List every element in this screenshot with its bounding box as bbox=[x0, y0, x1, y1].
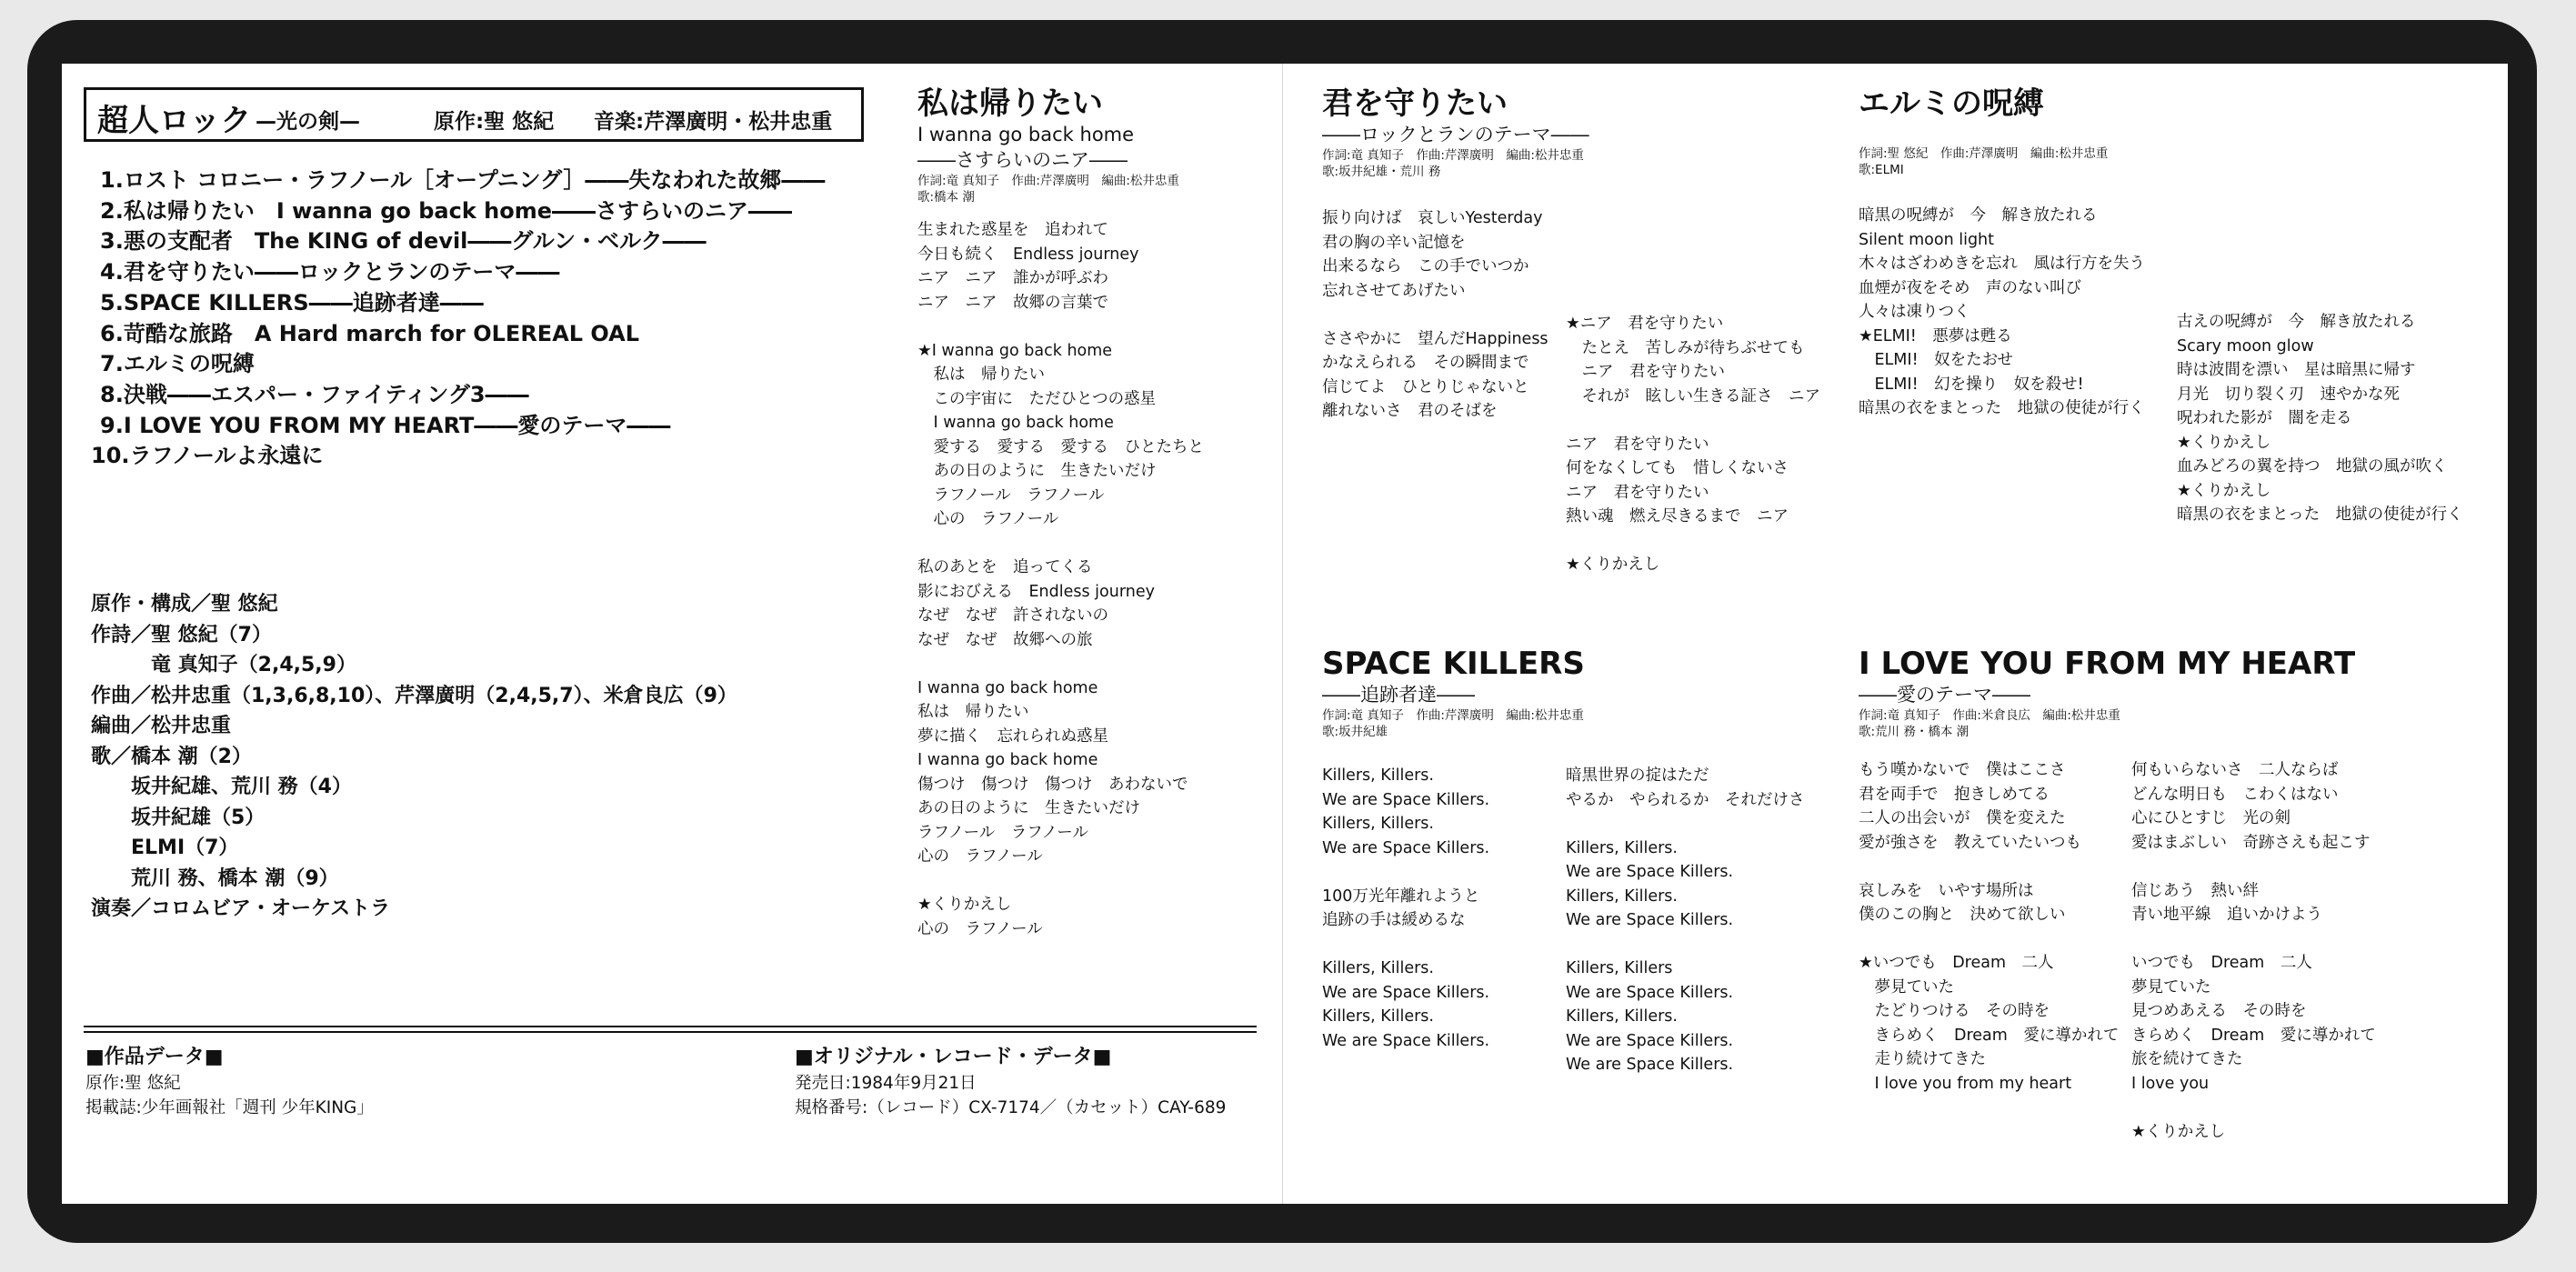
lyric-line: We are Space Killers. bbox=[1322, 790, 1490, 809]
lyric-line: We are Space Killers. bbox=[1566, 911, 1734, 929]
lyric-line: I love you from my heart bbox=[1859, 1074, 2072, 1093]
work-data-heading: ■作品データ■ bbox=[85, 1046, 224, 1068]
lyric-line: Killers, Killers. bbox=[1566, 1007, 1678, 1026]
lyric-line: I wanna go back home bbox=[917, 678, 1098, 697]
lyric-line: 忘れさせてあげたい bbox=[1322, 281, 1466, 300]
lyric-line: それが 眩しい生きる証さ ニア bbox=[1566, 386, 1820, 406]
lyric-line bbox=[917, 652, 1204, 676]
song-space-killers bbox=[1322, 646, 1585, 740]
divider bbox=[84, 1026, 1257, 1027]
lyric-line: 信じあう 熱い絆 bbox=[2131, 881, 2259, 900]
lyric-line: たどりつける その時を bbox=[1859, 1002, 2050, 1020]
lyric-line: 心にひとすじ 光の剣 bbox=[2131, 809, 2290, 827]
lyric-line bbox=[1566, 408, 1820, 433]
lyric-line: Killers, Killers. bbox=[1322, 766, 1434, 785]
lyrics bbox=[2131, 758, 2376, 1144]
lyric-line: 愛はまぶしい 奇跡さえも起こす bbox=[2131, 833, 2371, 852]
lyrics bbox=[1322, 764, 1489, 1053]
lyric-line bbox=[2131, 855, 2376, 879]
track-item: 9.I LOVE YOU FROM MY HEART――愛のテーマ―― bbox=[100, 412, 671, 438]
lyric-line: We are Space Killers. bbox=[1566, 1056, 1734, 1074]
song-credit: 歌:坂井紀雄 bbox=[1322, 725, 1388, 739]
lyric-line: 愛する 愛する 愛する ひとたちと bbox=[917, 437, 1204, 456]
lyric-line: ニア ニア 誰かが呼ぶわ bbox=[917, 269, 1108, 287]
lyric-line: ラフノール ラフノール bbox=[917, 486, 1105, 505]
lyric-line: 暗黒の衣をまとった 地獄の使徒が行く bbox=[1859, 399, 2145, 417]
lyric-line: 君を両手で 抱きしめてる bbox=[1859, 785, 2050, 804]
lyric-line: 古えの呪縛が 今 解き放たれる bbox=[2177, 313, 2416, 331]
track-item: 3.悪の支配者 The KING of devil――グルン・ベルク―― bbox=[100, 228, 707, 255]
lyric-line: きらめく Dream 愛に導かれて bbox=[1859, 1026, 2120, 1045]
song-title: 君を守りたい bbox=[1322, 85, 1508, 122]
lyric-line: 何もいらないさ 二人ならば bbox=[2131, 761, 2339, 779]
lyric-line: ★ELMI! 悪夢は甦る bbox=[1859, 326, 2012, 346]
lyric-line: 心の ラフノール bbox=[917, 919, 1043, 938]
lyric-line: 暗黒の衣をまとった 地獄の使徒が行く bbox=[2177, 506, 2463, 524]
lyric-line: 夢に描く 忘れられぬ惑星 bbox=[917, 726, 1108, 746]
lyric-line: 愛が強さを 教えていたいつも bbox=[1859, 833, 2081, 852]
track-item: 5.SPACE KILLERS――追跡者達―― bbox=[100, 289, 484, 315]
record-data-heading: ■オリジナル・レコード・データ■ bbox=[795, 1046, 1112, 1068]
lyric-line: I wanna go back home bbox=[917, 414, 1114, 432]
album-subtitle: —光の剣— bbox=[256, 110, 360, 134]
song-mamoritai bbox=[1322, 85, 1589, 180]
lyric-line: ELMI! 奴をたおせ bbox=[1859, 351, 2014, 369]
lyric-line bbox=[1566, 933, 1805, 957]
lyric-line: 追跡の手は緩めるな bbox=[1322, 911, 1466, 929]
song-title: SPACE KILLERS bbox=[1322, 646, 1585, 682]
lyric-line: 何をなくしても 惜しくないさ bbox=[1566, 459, 1789, 477]
lyric-line: We are Space Killers. bbox=[1566, 863, 1734, 881]
lyric-line: 見つめあえる その時を bbox=[2131, 1002, 2307, 1020]
staff-line: 坂井紀雄（5） bbox=[91, 806, 266, 829]
lyric-line: ★I wanna go back home bbox=[917, 341, 1113, 360]
song-i-love-you bbox=[1859, 646, 2355, 740]
record-data-line: 発売日:1984年9月21日 bbox=[795, 1074, 977, 1093]
lyric-line: 二人の出会いが 僕を変えた bbox=[1859, 809, 2066, 827]
center-fold bbox=[1282, 64, 1283, 1204]
track-item: 8.決戦――エスパー・ファイティング3―― bbox=[100, 381, 529, 407]
lyric-line: 僕のこの胸と 決めて欲しい bbox=[1859, 906, 2066, 924]
track-item: 2.私は帰りたい I wanna go back home――さすらいのニア―― bbox=[100, 197, 792, 224]
lyric-line: 今日も続く Endless journey bbox=[917, 245, 1139, 264]
lyric-line: 人々は凍りつく bbox=[1859, 303, 1970, 321]
lyric-line: Killers, Killers bbox=[1566, 959, 1673, 977]
lyric-line bbox=[1859, 927, 2119, 952]
lyric-line: ニア ニア 故郷の言葉で bbox=[917, 293, 1108, 312]
lyric-line: ★くりかえし bbox=[1566, 556, 1660, 574]
song-subtitle: ――さすらいのニア―― bbox=[917, 149, 1128, 171]
lyric-line: ELMI! 幻を操り 奴を殺せ! bbox=[1859, 375, 2084, 394]
lyric-line: 月光 切り裂く刃 速やかな死 bbox=[2177, 385, 2400, 404]
divider bbox=[84, 1031, 1257, 1033]
lyric-line: 心の ラフノール bbox=[917, 847, 1043, 866]
track-list bbox=[91, 165, 826, 472]
staff-line: 竜 真知子（2,4,5,9） bbox=[91, 654, 356, 676]
lyric-line: 血みどろの翼を持つ 地獄の風が吹く bbox=[2177, 457, 2448, 476]
lyric-line: ささやかに 望んだHappiness bbox=[1322, 329, 1549, 348]
lyric-line: かなえられる その瞬間まで bbox=[1322, 354, 1529, 372]
song-elmi bbox=[1859, 85, 2108, 178]
record-data bbox=[795, 1044, 1226, 1120]
lyric-line: 木々はざわめきを忘れ 風は行方を失う bbox=[1859, 255, 2145, 273]
staff-line: ELMI（7） bbox=[91, 836, 239, 859]
lyric-line: We are Space Killers. bbox=[1566, 1031, 1734, 1050]
work-data-line: 原作:聖 悠紀 bbox=[85, 1074, 181, 1093]
lyric-line bbox=[2131, 1096, 2376, 1120]
lyric-line: いつでも Dream 二人 bbox=[2131, 954, 2312, 972]
lyric-line: I love you bbox=[2131, 1074, 2210, 1093]
record-data-line: 規格番号:（レコード）CX-7174／（カセット）CAY-689 bbox=[795, 1098, 1227, 1117]
lyric-line: Killers, Killers. bbox=[1322, 815, 1434, 833]
lyric-line: もう嘆かないで 僕はここさ bbox=[1859, 761, 2066, 779]
lyric-line: 時は波間を漂い 星は暗黒に帰す bbox=[2177, 361, 2416, 379]
lyric-line: 君の胸の辛い記憶を bbox=[1322, 233, 1466, 252]
music-credit: 音楽:芹澤廣明・松井忠重 bbox=[594, 110, 833, 134]
lyric-line: 傷つけ 傷つけ 傷つけ あわないで bbox=[917, 775, 1188, 794]
lyric-line: ★くりかえし bbox=[2177, 481, 2271, 500]
staff-line: 坂井紀雄、荒川 務（4） bbox=[91, 776, 352, 798]
lyrics bbox=[1566, 312, 1820, 577]
lyric-line bbox=[1322, 860, 1489, 885]
lyric-line: We are Space Killers. bbox=[1322, 1031, 1490, 1050]
song-kaeritai bbox=[917, 85, 1204, 941]
lyric-line: We are Space Killers. bbox=[1566, 983, 1734, 1002]
staff-line: 編曲／松井忠重 bbox=[91, 715, 232, 737]
lyric-line: 哀しみを いやす場所は bbox=[1859, 881, 2034, 900]
lyric-line: 出来るなら この手でいつか bbox=[1322, 257, 1529, 275]
lyric-line: Killers, Killers. bbox=[1566, 886, 1678, 906]
lyric-line: 旅を続けてきた bbox=[2131, 1050, 2243, 1068]
lyrics bbox=[1859, 758, 2119, 1096]
lyrics bbox=[917, 218, 1204, 941]
lyric-line: 夢見ていた bbox=[1859, 977, 1954, 997]
song-title: 私は帰りたい bbox=[917, 85, 1103, 122]
lyric-line: ★ニア 君を守りたい bbox=[1566, 315, 1724, 333]
song-subtitle: ――追跡者達―― bbox=[1322, 684, 1475, 706]
lyric-line: 信じてよ ひとりじゃないと bbox=[1322, 377, 1529, 396]
staff-line: 原作・構成／聖 悠紀 bbox=[91, 593, 278, 616]
song-credit: 歌:坂井紀雄・荒川 務 bbox=[1322, 165, 1441, 179]
original-author: 原作:聖 悠紀 bbox=[434, 110, 555, 134]
album-title: 超人ロック bbox=[97, 103, 252, 139]
song-subtitle: ――ロックとランのテーマ―― bbox=[1322, 124, 1589, 145]
song-title: I LOVE YOU FROM MY HEART bbox=[1859, 646, 2356, 682]
song-credit: 作詞:竜 真知子 作曲:芹澤廣明 編曲:松井忠重 bbox=[1322, 148, 1584, 163]
lyric-line: 呪われた影が 闇を走る bbox=[2177, 409, 2352, 427]
lyric-line: どんな明日も こわくはない bbox=[2131, 785, 2339, 804]
lyric-line: We are Space Killers. bbox=[1322, 983, 1490, 1002]
song-credit: 作詞:竜 真知子 作曲:芹澤廣明 編曲:松井忠重 bbox=[1322, 708, 1584, 723]
staff-line: 作曲／松井忠重（1,3,6,8,10）、芹澤廣明（2,4,5,7）、米倉良広（9） bbox=[91, 684, 737, 707]
lyric-line: きらめく Dream 愛に導かれて bbox=[2131, 1026, 2376, 1045]
lyric-line bbox=[1859, 855, 2119, 879]
song-subtitle: I wanna go back home bbox=[917, 124, 1135, 145]
song-credit: 歌:荒川 務・橋本 潮 bbox=[1859, 725, 1970, 739]
lyric-line: ★くりかえし bbox=[2177, 433, 2271, 452]
lyric-line: 生まれた惑星を 追われて bbox=[917, 221, 1108, 239]
lyric-line: 離れないさ 君のそばを bbox=[1322, 402, 1498, 420]
lyrics bbox=[1322, 206, 1549, 424]
lyric-line: 私は 帰りたい bbox=[917, 366, 1045, 384]
lyric-line: 100万光年離れようと bbox=[1322, 886, 1480, 906]
lyric-line: Silent moon light bbox=[1859, 230, 1995, 249]
lyric-line: Killers, Killers. bbox=[1322, 1007, 1434, 1026]
track-item: 10.ラフノールよ永遠に bbox=[91, 443, 324, 469]
lyric-line: この宇宙に ただひとつの惑星 bbox=[917, 389, 1157, 408]
lyric-line: I wanna go back home bbox=[917, 751, 1098, 769]
lyric-line: 熱い魂 燃え尽きるまで ニア bbox=[1566, 507, 1789, 526]
song-credit: 歌:橋本 潮 bbox=[917, 190, 975, 205]
lyric-line: Killers, Killers. bbox=[1322, 959, 1434, 977]
lyric-line: 振り向けば 哀しいYesterday bbox=[1322, 209, 1543, 227]
lyric-line: 青い地平線 追いかけよう bbox=[2131, 906, 2322, 924]
track-item: 1.ロスト コロニー・ラフノール［オープニング］――失なわれた故郷―― bbox=[100, 167, 826, 193]
lyric-line: 暗黒世界の掟はただ bbox=[1566, 766, 1709, 785]
lyric-line: 私は 帰りたい bbox=[917, 703, 1029, 721]
track-item: 4.君を守りたい――ロックとランのテーマ―― bbox=[100, 259, 560, 285]
lyric-line: 私のあとを 追ってくる bbox=[917, 558, 1093, 576]
lyric-line: 心の ラフノール bbox=[917, 510, 1059, 528]
track-item: 7.エルミの呪縛 bbox=[100, 351, 255, 377]
staff-line: 作詩／聖 悠紀（7） bbox=[91, 623, 272, 646]
lyrics bbox=[1859, 204, 2145, 421]
lyric-line: 暗黒の呪縛が 今 解き放たれる bbox=[1859, 206, 2098, 225]
lyric-line: ★くりかえし bbox=[2131, 1122, 2226, 1141]
song-subtitle: ――愛のテーマ―― bbox=[1859, 684, 2030, 706]
lyric-line bbox=[917, 869, 1204, 894]
lyric-line bbox=[917, 315, 1204, 339]
staff-line: 歌／橋本 潮（2） bbox=[91, 745, 252, 768]
lyric-line: ニア 君を守りたい bbox=[1566, 363, 1725, 381]
lyric-line: ★くりかえし bbox=[917, 896, 1012, 914]
lyric-line bbox=[917, 532, 1204, 556]
work-data-line: 掲載誌:少年画報社「週刊 少年KING」 bbox=[85, 1098, 374, 1117]
lyrics bbox=[1566, 764, 1805, 1077]
lyric-line: Scary moon glow bbox=[2177, 336, 2314, 356]
song-credit: 作詞:聖 悠紀 作曲:芹澤廣明 編曲:松井忠重 bbox=[1859, 146, 2109, 161]
lyric-line bbox=[2131, 927, 2376, 952]
lyric-line: ★いつでも Dream 二人 bbox=[1859, 954, 2054, 972]
staff-line: 演奏／コロムビア・オーケストラ bbox=[91, 897, 391, 920]
lyric-line: あの日のように 生きたいだけ bbox=[917, 462, 1157, 480]
lyric-line: なぜ なぜ 故郷への旅 bbox=[917, 630, 1093, 649]
lyric-line: ラフノール ラフノール bbox=[917, 823, 1088, 842]
lyrics bbox=[2177, 310, 2463, 527]
song-credit: 作詞:竜 真知子 作曲:米倉良広 編曲:松井忠重 bbox=[1859, 708, 2120, 723]
lyric-line: ニア 君を守りたい bbox=[1566, 435, 1709, 454]
lyric-line: 走り続けてきた bbox=[1859, 1050, 1986, 1068]
work-data bbox=[85, 1044, 374, 1120]
album-title-box bbox=[84, 87, 864, 142]
lyric-line: たとえ 苦しみが待ちぶせても bbox=[1566, 338, 1805, 357]
lyric-line: ニア 君を守りたい bbox=[1566, 483, 1709, 502]
song-credit: 作詞:竜 真知子 作曲:芹澤廣明 編曲:松井忠重 bbox=[917, 174, 1179, 188]
song-title: エルミの呪縛 bbox=[1859, 85, 2044, 122]
lyric-line: 血煙が夜をそめ 声のない叫び bbox=[1859, 278, 2081, 297]
lyric-line bbox=[1566, 812, 1805, 836]
lyric-line bbox=[1322, 303, 1549, 327]
staff-credits bbox=[91, 589, 737, 925]
song-credit: 歌:ELMI bbox=[1859, 163, 1904, 177]
track-item: 6.苛酷な旅路 A Hard march for OLEREAL OAL bbox=[100, 320, 640, 346]
lyric-line: あの日のように 生きたいだけ bbox=[917, 799, 1140, 817]
lyric-line: Killers, Killers. bbox=[1566, 838, 1678, 857]
lyric-line: We are Space Killers. bbox=[1322, 838, 1490, 857]
lyric-line: なぜ なぜ 許されないの bbox=[917, 606, 1108, 625]
lyric-line: 影におびえる Endless journey bbox=[917, 582, 1155, 601]
lyric-line bbox=[1566, 529, 1820, 554]
lyric-line: 夢見ていた bbox=[2131, 977, 2211, 997]
lyric-line: やるか やられるか それだけさ bbox=[1566, 790, 1805, 809]
staff-line: 荒川 務、橋本 潮（9） bbox=[91, 866, 339, 890]
lyric-sheet bbox=[62, 64, 2508, 1204]
lyric-line bbox=[1322, 933, 1489, 957]
